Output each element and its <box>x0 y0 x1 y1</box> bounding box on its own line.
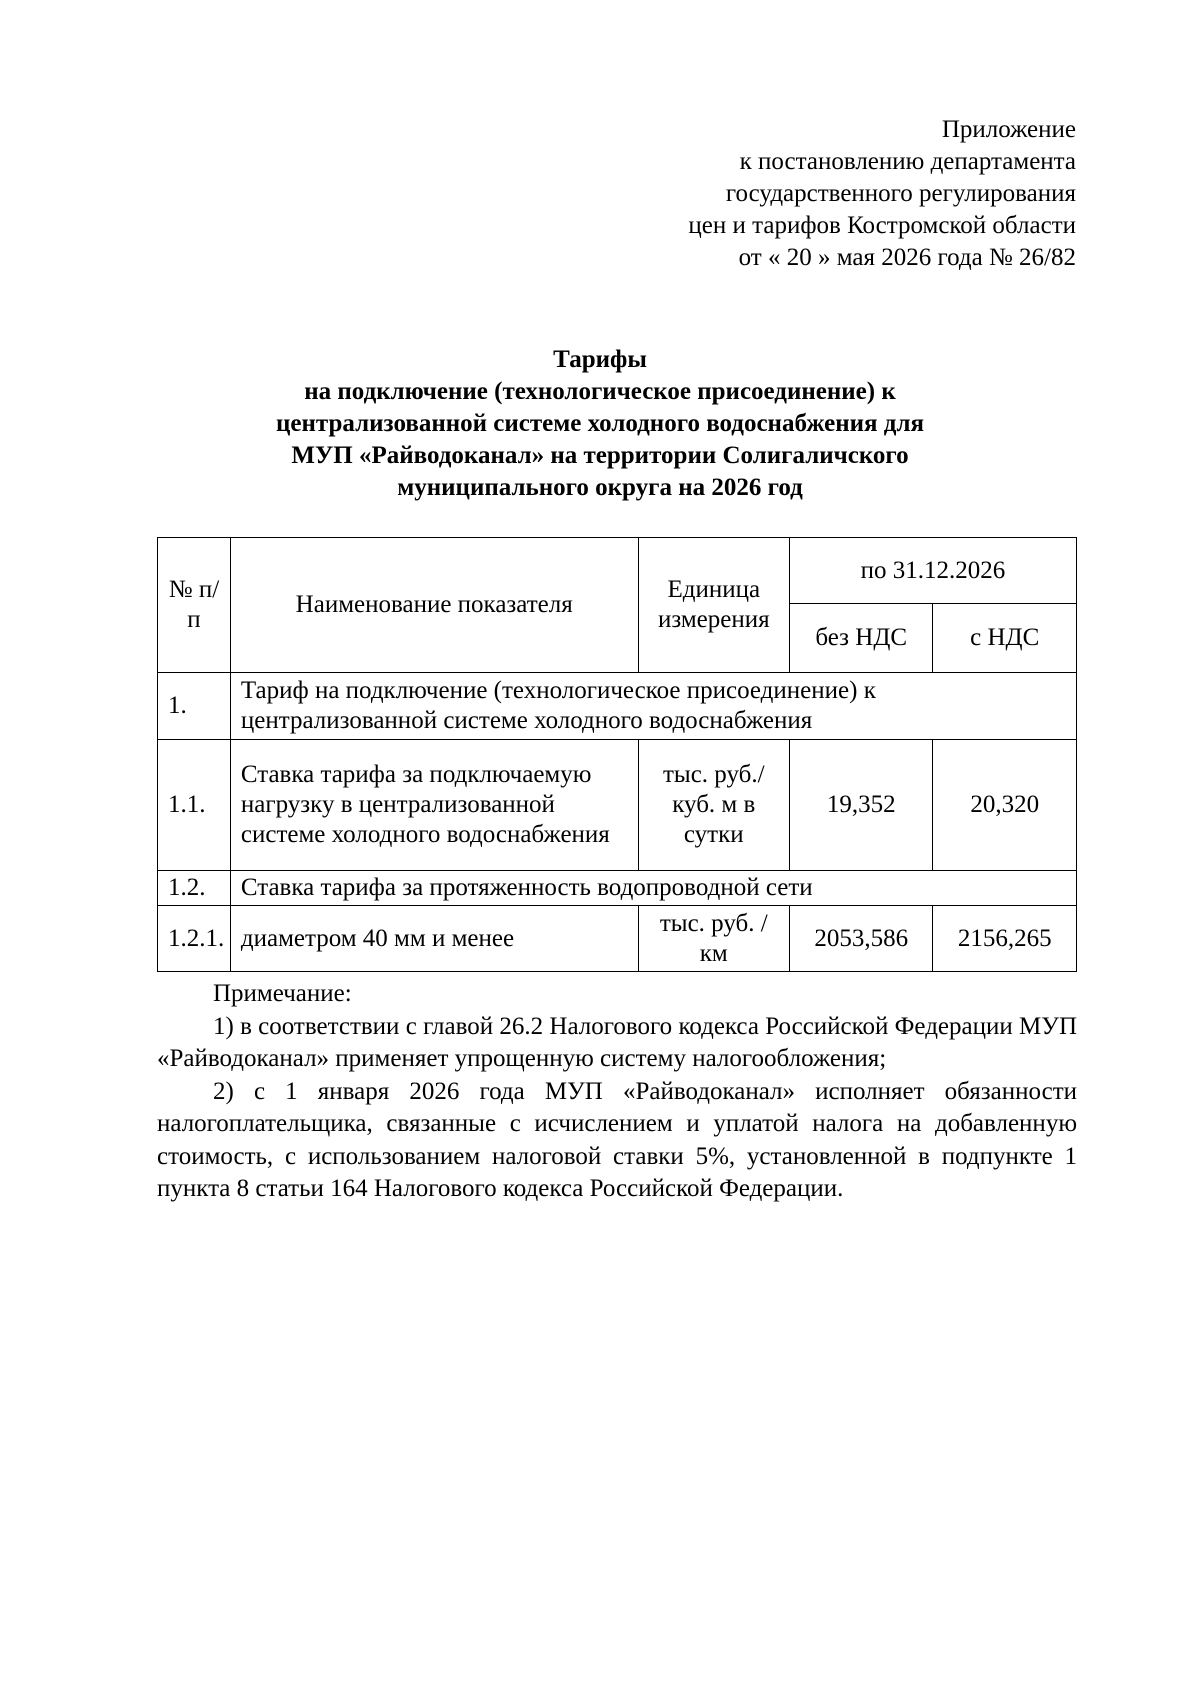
table-row <box>158 673 1077 740</box>
note-item: 2) с 1 января 2026 года МУП «Райводоканал» исполняет обязанности налогоплательщика, связанные с исчислением и уплатой налога на добавленную стоимость, с использованием налоговой ставки 5%, установленной в подпункте 1 пункта 8 статьи 164 Налогового кодекса Российской Федерации. <box>157 1077 1077 1202</box>
row-name: Тариф на подключение (технологическое присоединение) к централизованной системе холодного водоснабжения <box>230 673 1076 740</box>
annex-line: к постановлению департамента <box>739 148 1076 175</box>
title-line: муниципального округа на 2026 год <box>397 474 803 501</box>
document-title <box>0 344 1200 504</box>
header-with-vat: с НДС <box>933 604 1077 673</box>
notes-block <box>157 978 1077 1206</box>
table-row <box>158 871 1077 906</box>
annex-line: государственного регулирования <box>725 180 1076 207</box>
row-name: Ставка тарифа за подключаемую нагрузку в централизованной системе холодного водоснабжения <box>230 740 638 871</box>
tariff-table <box>157 537 1077 972</box>
header-name: Наименование показателя <box>230 538 638 673</box>
title-line: МУП «Райводоканал» на территории Солигаличского <box>291 442 909 469</box>
annex-line: от « 20 » мая 2026 года № 26/82 <box>738 244 1076 271</box>
annex-block <box>688 114 1076 274</box>
header-unit: Единица измерения <box>638 538 789 673</box>
table-row <box>158 906 1077 972</box>
header-without-vat: без НДС <box>790 604 933 673</box>
title-line: Тарифы <box>553 346 647 373</box>
row-name: Ставка тарифа за протяженность водопроводной сети <box>230 871 1076 906</box>
annex-line: цен и тарифов Костромской области <box>688 212 1076 239</box>
annex-line: Приложение <box>941 116 1076 143</box>
note-item: 1) в соответствии с главой 26.2 Налогового кодекса Российской Федерации МУП «Райводоканал» применяет упрощенную систему налогообложения; <box>157 1012 1077 1072</box>
title-line: на подключение (технологическое присоединение) к <box>304 378 896 405</box>
row-unit: тыс. руб./ куб. м в сутки <box>638 740 789 871</box>
header-period: по 31.12.2026 <box>790 538 1077 604</box>
row-num: 1.2.1. <box>158 906 231 972</box>
notes-heading: Примечание: <box>213 980 352 1007</box>
row-value-without-vat: 2053,586 <box>790 906 933 972</box>
row-unit: тыс. руб. /км <box>638 906 789 972</box>
row-value-with-vat: 2156,265 <box>933 906 1077 972</box>
row-num: 1.1. <box>158 740 231 871</box>
table-row <box>158 740 1077 871</box>
row-value-with-vat: 20,320 <box>933 740 1077 871</box>
header-num: № п/п <box>158 538 231 673</box>
table-header-row <box>158 538 1077 604</box>
title-line: централизованной системе холодного водоснабжения для <box>276 410 924 437</box>
row-num: 1. <box>158 673 231 740</box>
row-name: диаметром 40 мм и менее <box>230 906 638 972</box>
row-value-without-vat: 19,352 <box>790 740 933 871</box>
row-num: 1.2. <box>158 871 231 906</box>
